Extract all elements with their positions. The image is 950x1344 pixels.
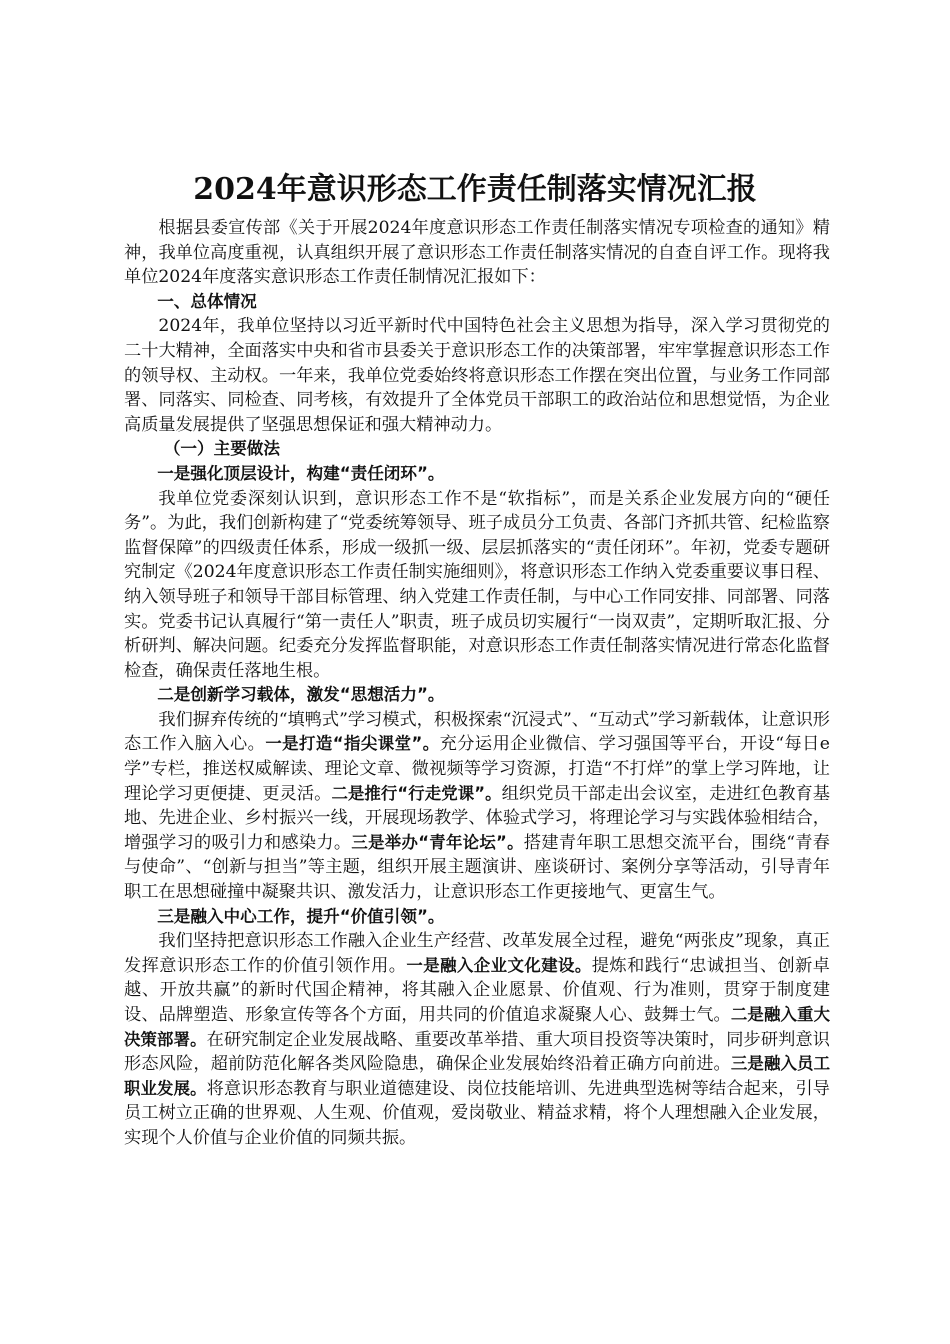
text-run: 搭建青年职工思想交流平台，围绕“青春与使命”、“创新与担当”等主题，组织开展主题演讲、座谈研讨、案例分享等活动，引导青年职工在思想碰撞中凝聚共识、激发活力，让意识形态工作更接地气、更富生气。	[124, 832, 830, 903]
overview-paragraph: 2024年，我单位坚持以习近平新时代中国特色社会主义思想为指导，深入学习贯彻党的二十大精神，全面落实中央和省市县委关于意识形态工作的决策部署，牢牢掌握意识形态工作的领导权、主动权。一年来，我单位党委始终将意识形态工作摆在突出位置，与业务工作同部署、同落实、同检查、同考核，有效提升了全体党员干部职工的政治站位和思想觉悟，为企业高质量发展提供了坚强思想保证和强大精神动力。	[124, 316, 830, 435]
item-heading-1: 一是强化顶层设计，构建“责任闭环”。	[157, 463, 445, 483]
intro-paragraph: 根据县委宣传部《关于开展2024年度意识形态工作责任制落实情况专项检查的通知》精神，我单位高度重视，认真组织开展了意识形态工作责任制落实情况的自查自评工作。现将我单位2024年度落实意识形态工作责任制情况汇报如下：	[124, 218, 830, 288]
item-heading-3: 三是融入中心工作，提升“价值引领”。	[157, 906, 445, 926]
item-heading-2: 二是创新学习载体，激发“思想活力”。	[157, 685, 445, 705]
text-run: 我们摒弃传统的“填鸭式”学习模式，积极探索“沉浸式”、“互动式”学习新载体，让意识形态工作入脑入心。	[124, 709, 830, 755]
item-paragraph-3	[124, 929, 830, 1150]
document-body	[124, 216, 830, 1151]
text-run: 组织党员干部走出会议室，走进红色教育基地、先进企业、乡村振兴一线，开展现场教学、体验式学习，将理论学习与实践体验相结合，增强学习的吸引力和感染力。	[124, 783, 830, 853]
text-run: 充分运用企业微信、学习强国等平台，开设“每日e学”专栏，推送权威解读、理论文章、微视频等学习资源，打造“不打烊”的掌上学习阵地，让理论学习更便捷、更灵活。	[124, 734, 830, 804]
text-run: 我们坚持把意识形态工作融入企业生产经营、改革发展全过程，避免“两张皮”现象，真正发挥意识形态工作的价值引领作用。	[124, 931, 830, 976]
bold-run: 一是融入企业文化建设。	[406, 955, 592, 975]
item-paragraph-2	[124, 708, 830, 905]
text-run: 在研究制定企业发展战略、重要改革举措、重大项目投资等决策时，同步研判意识形态风险，超前防范化解各类风险隐患，确保企业发展始终沿着正确方向前进。	[124, 1029, 830, 1075]
subsection-heading-main-practices: （一）主要做法	[163, 439, 280, 459]
text-run: 将意识形态教育与职业道德建设、岗位技能培训、先进典型选树等结合起来，引导员工树立正确的世界观、人生观、价值观，爱岗敬业、精益求精，将个人理想融入企业发展，实现个人价值与企业价值的同频共振。	[124, 1078, 830, 1148]
bold-run: 三是融入员工职业发展。	[124, 1054, 830, 1098]
bold-run: 二是融入重大决策部署。	[124, 1005, 830, 1049]
document-title: 2024年意识形态工作责任制落实情况汇报	[193, 172, 757, 207]
section-heading-overview: 一、总体情况	[157, 291, 257, 311]
bold-run: 一是打造“指尖课堂”。	[265, 734, 440, 754]
text-run: 提炼和践行“忠诚担当、创新卓越、开放共赢”的新时代国企精神，将其融入企业愿景、价值观、行为准则，贯穿于制度建设、品牌塑造、形象宣传等各个方面，用共同的价值追求凝聚人心、鼓舞士气。	[124, 955, 830, 1025]
bold-run: 二是推行“行走党课”。	[331, 783, 502, 803]
bold-run: 三是举办“青年论坛”。	[351, 832, 524, 852]
item-paragraph-1: 我单位党委深刻认识到，意识形态工作不是“软指标”，而是关系企业发展方向的“硬任务”。为此，我们创新构建了“党委统筹领导、班子成员分工负责、各部门齐抓共管、纪检监察监督保障”的四级责任体系，形成一级抓一级、层层抓落实的“责任闭环”。年初，党委专题研究制定《2024年度意识形态工作责任制实施细则》，将意识形态工作纳入党委重要议事日程、纳入领导班子和领导干部目标管理、纳入党建工作责任制，与中心工作同安排、同部署、同落实。党委书记认真履行“第一责任人”职责，班子成员切实履行“一岗双责”，定期听取汇报、分析研判、解决问题。纪委充分发挥监督职能，对意识形态工作责任制落实情况进行常态化监督检查，确保责任落地生根。	[124, 488, 830, 681]
